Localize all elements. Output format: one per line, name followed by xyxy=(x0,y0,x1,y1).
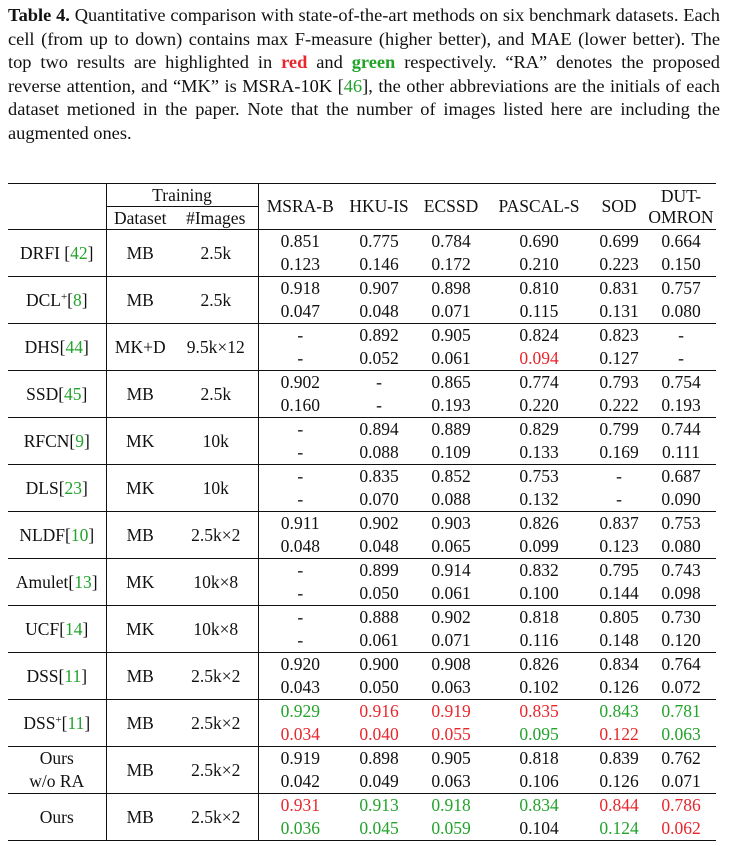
mae-cell: 0.048 xyxy=(359,301,399,321)
f-measure-cell: 0.905 xyxy=(416,324,486,348)
f-measure-cell: 0.775 xyxy=(342,230,416,254)
f-measure-cell: 0.902 xyxy=(258,371,342,395)
bracket: [ xyxy=(68,571,75,592)
f-measure-cell: 0.764 xyxy=(646,653,716,677)
f-measure-cell: 0.823 xyxy=(592,324,646,348)
mae-cell: 0.063 xyxy=(431,771,471,791)
citation-link[interactable]: 44 xyxy=(65,336,83,357)
bracket: [ xyxy=(59,336,66,357)
f-measure-cell: 0.781 xyxy=(646,700,716,724)
mae-cell: 0.090 xyxy=(661,489,701,509)
bracket: [ xyxy=(65,524,71,545)
table-row xyxy=(8,606,716,630)
bracket: [ xyxy=(67,289,73,310)
f-measure-cell: 0.918 xyxy=(416,794,486,818)
mae-cell: 0.122 xyxy=(599,724,639,744)
mae-cell: 0.111 xyxy=(661,442,701,462)
citation-link[interactable]: 11 xyxy=(67,712,85,733)
method-text: Ours xyxy=(39,748,74,768)
citation-link[interactable]: 14 xyxy=(65,618,83,639)
method-name xyxy=(8,747,106,794)
f-measure-cell: 0.852 xyxy=(416,465,486,489)
table-caption xyxy=(8,4,720,146)
table-row xyxy=(8,418,716,442)
f-measure-cell: 0.911 xyxy=(258,512,342,536)
f-measure-cell: 0.888 xyxy=(342,606,416,630)
header-col-pascal-s: PASCAL-S xyxy=(498,196,580,216)
table-row xyxy=(8,465,716,489)
mae-cell: 0.036 xyxy=(280,818,320,838)
mae-cell: 0.080 xyxy=(661,301,701,321)
mae-cell: 0.222 xyxy=(599,395,639,415)
training-images: 2.5k×2 xyxy=(174,653,258,700)
f-measure-cell: 0.690 xyxy=(486,230,592,254)
f-measure-cell: 0.762 xyxy=(646,747,716,771)
mae-cell: 0.050 xyxy=(359,677,399,697)
table-row xyxy=(8,653,716,677)
f-measure-cell: 0.889 xyxy=(416,418,486,442)
f-measure-cell: 0.835 xyxy=(486,700,592,724)
mae-cell: 0.104 xyxy=(519,818,559,838)
method-text: UCF xyxy=(25,618,60,639)
bracket: [ xyxy=(58,477,65,498)
method-name xyxy=(8,371,106,418)
training-dataset: MK xyxy=(106,418,174,465)
citation-link[interactable]: 42 xyxy=(70,242,88,263)
method-name xyxy=(8,606,106,653)
mae-cell: 0.094 xyxy=(519,348,559,368)
f-measure-cell: 0.929 xyxy=(258,700,342,724)
f-measure-cell: 0.687 xyxy=(646,465,716,489)
mae-cell: 0.102 xyxy=(519,677,559,697)
method-label xyxy=(8,477,106,500)
caption-label: Table 4. xyxy=(8,5,70,25)
f-measure-cell: 0.754 xyxy=(646,371,716,395)
f-measure-cell: 0.916 xyxy=(342,700,416,724)
f-measure-cell: 0.834 xyxy=(486,794,592,818)
bracket: ] xyxy=(83,336,89,357)
training-dataset: MB xyxy=(106,794,174,841)
mae-cell: - xyxy=(678,348,684,368)
table-row xyxy=(8,794,716,818)
f-measure-cell: 0.826 xyxy=(486,653,592,677)
f-measure-cell: 0.918 xyxy=(258,277,342,301)
f-measure-cell: 0.730 xyxy=(646,606,716,630)
f-measure-cell: 0.902 xyxy=(416,606,486,630)
bracket: [ xyxy=(61,712,68,733)
mae-cell: 0.210 xyxy=(519,254,559,274)
caption-text: and xyxy=(307,52,352,73)
method-label xyxy=(8,618,106,641)
f-measure-cell: 0.818 xyxy=(486,747,592,771)
mae-cell: 0.059 xyxy=(431,818,471,838)
f-measure-cell: 0.913 xyxy=(342,794,416,818)
mae-cell: 0.109 xyxy=(431,442,471,462)
training-images: 10k xyxy=(174,465,258,512)
mae-cell: - xyxy=(297,348,304,368)
method-label xyxy=(8,430,106,453)
mae-cell: 0.042 xyxy=(280,771,320,791)
f-measure-cell: 0.784 xyxy=(416,230,486,254)
bracket: ] xyxy=(88,524,95,545)
f-measure-cell: 0.892 xyxy=(342,324,416,348)
method-superscript: + xyxy=(55,713,62,726)
mae-cell: - xyxy=(297,630,304,650)
bracket: [ xyxy=(64,242,71,263)
method-label xyxy=(8,524,106,547)
training-images: 2.5k xyxy=(174,230,258,277)
f-measure-cell: - xyxy=(258,559,342,583)
f-measure-cell: 0.805 xyxy=(592,606,646,630)
f-measure-cell: - xyxy=(258,465,342,489)
mae-cell: - xyxy=(297,583,304,603)
mae-cell: 0.071 xyxy=(431,301,471,321)
bracket: ] xyxy=(81,665,88,686)
citation-link[interactable]: 23 xyxy=(64,477,83,498)
method-name xyxy=(8,700,106,747)
mae-cell: 0.048 xyxy=(359,536,399,556)
f-measure-cell: 0.795 xyxy=(592,559,646,583)
f-measure-cell: 0.774 xyxy=(486,371,592,395)
header-col-msra-b: MSRA-B xyxy=(266,196,334,216)
caption-green-word: green xyxy=(351,52,396,73)
method-name xyxy=(8,512,106,559)
method-label xyxy=(8,806,106,829)
mae-cell: 0.193 xyxy=(431,395,471,415)
header-row xyxy=(8,184,716,207)
table-row xyxy=(8,324,716,348)
f-measure-cell: - xyxy=(258,606,342,630)
f-measure-cell: 0.920 xyxy=(258,653,342,677)
method-text: DSS xyxy=(23,712,56,733)
results-body xyxy=(8,230,716,841)
f-measure-cell: 0.903 xyxy=(416,512,486,536)
mae-cell: 0.169 xyxy=(599,442,639,462)
header-dut-line2: OMRON xyxy=(648,206,714,227)
method-text: DCL xyxy=(25,289,61,310)
f-measure-cell: - xyxy=(646,324,716,348)
table-row xyxy=(8,747,716,771)
mae-cell: 0.072 xyxy=(661,677,701,697)
training-images: 2.5k×2 xyxy=(174,700,258,747)
mae-cell: 0.193 xyxy=(661,395,701,415)
caption-text: ], the other abbreviations are the initials of each dataset metioned in the paper. Note that the number of images listed here are including the augmented ones. xyxy=(8,75,720,143)
training-dataset: MB xyxy=(106,371,174,418)
training-dataset: MB xyxy=(106,277,174,324)
mae-cell: 0.049 xyxy=(359,771,399,791)
mae-cell: 0.160 xyxy=(280,395,320,415)
mae-cell: 0.123 xyxy=(280,254,320,274)
f-measure-cell: 0.835 xyxy=(342,465,416,489)
table-row xyxy=(8,230,716,254)
method-text: SSD xyxy=(26,383,59,404)
mae-cell: 0.100 xyxy=(519,583,559,603)
mae-cell: 0.124 xyxy=(599,818,639,838)
method-text: Amulet xyxy=(15,571,69,592)
method-text: DSS xyxy=(26,665,59,686)
header-col-dut-omron xyxy=(646,184,716,230)
f-measure-cell: 0.905 xyxy=(416,747,486,771)
f-measure-cell: 0.844 xyxy=(592,794,646,818)
method-name xyxy=(8,230,106,277)
caption-text: Quantitative comparison with state-of-the-art methods on six benchmark datasets. Each cell (from up to down) contains max F-measure (higher better), and MAE (lower better). The top two results are highlighted in xyxy=(8,5,720,73)
mae-cell: 0.047 xyxy=(280,301,320,321)
method-text: NLDF xyxy=(19,524,66,545)
method-label xyxy=(8,712,106,735)
f-measure-cell: 0.753 xyxy=(646,512,716,536)
training-dataset: MB xyxy=(106,512,174,559)
training-images: 9.5k×12 xyxy=(174,324,258,371)
header-dataset: Dataset xyxy=(114,207,167,228)
f-measure-cell: 0.898 xyxy=(342,747,416,771)
mae-cell: 0.123 xyxy=(599,536,639,556)
mae-cell: 0.043 xyxy=(280,677,320,697)
mae-cell: 0.063 xyxy=(661,724,701,744)
f-measure-cell: 0.834 xyxy=(592,653,646,677)
method-label xyxy=(8,747,106,770)
method-name xyxy=(8,794,106,841)
method-text: Ours xyxy=(39,806,74,827)
f-measure-cell: 0.919 xyxy=(416,700,486,724)
citation-link[interactable]: 11 xyxy=(64,665,82,686)
method-name xyxy=(8,465,106,512)
training-images: 10k×8 xyxy=(174,606,258,653)
method-label xyxy=(8,571,106,594)
table-row xyxy=(8,559,716,583)
mae-cell: - xyxy=(297,489,304,509)
bracket: ] xyxy=(84,712,91,733)
f-measure-cell: 0.818 xyxy=(486,606,592,630)
mae-cell: - xyxy=(376,395,382,415)
header-images: #Images xyxy=(174,207,258,230)
results-table xyxy=(8,183,716,841)
mae-cell: 0.050 xyxy=(359,583,399,603)
header-empty xyxy=(8,184,106,207)
f-measure-cell: 0.843 xyxy=(592,700,646,724)
table-row xyxy=(8,512,716,536)
training-dataset: MK+D xyxy=(106,324,174,371)
method-name xyxy=(8,653,106,700)
bracket: ] xyxy=(91,571,98,592)
f-measure-cell: 0.919 xyxy=(258,747,342,771)
f-measure-cell: 0.914 xyxy=(416,559,486,583)
f-measure-cell: 0.900 xyxy=(342,653,416,677)
f-measure-cell: 0.839 xyxy=(592,747,646,771)
method-label xyxy=(8,383,106,406)
method-name xyxy=(8,418,106,465)
mae-cell: 0.150 xyxy=(661,254,701,274)
f-measure-cell: 0.865 xyxy=(416,371,486,395)
f-measure-cell: 0.757 xyxy=(646,277,716,301)
mae-cell: 0.127 xyxy=(599,348,639,368)
f-measure-cell: 0.931 xyxy=(258,794,342,818)
training-images: 10k×8 xyxy=(174,559,258,606)
f-measure-cell: 0.664 xyxy=(646,230,716,254)
mae-cell: 0.080 xyxy=(661,536,701,556)
training-dataset: MK xyxy=(106,465,174,512)
bracket: [ xyxy=(69,430,76,451)
training-images: 2.5k xyxy=(174,277,258,324)
bracket: [ xyxy=(59,618,66,639)
mae-cell: 0.034 xyxy=(280,724,320,744)
mae-cell: 0.061 xyxy=(359,630,399,650)
training-dataset: MB xyxy=(106,700,174,747)
bracket: [ xyxy=(58,383,65,404)
method-name xyxy=(8,277,106,324)
header-training: Training xyxy=(106,184,258,207)
citation-link[interactable]: 13 xyxy=(74,571,92,592)
f-measure-cell: 0.753 xyxy=(486,465,592,489)
mae-cell: 0.116 xyxy=(519,630,559,650)
method-label-line2: w/o RA xyxy=(29,771,85,791)
method-name xyxy=(8,324,106,371)
mae-cell: 0.148 xyxy=(599,630,639,650)
table-row xyxy=(8,700,716,724)
mae-cell: 0.126 xyxy=(599,771,639,791)
bracket: [ xyxy=(58,665,65,686)
header-dut-line1: DUT- xyxy=(660,185,702,206)
method-label xyxy=(8,242,106,265)
f-measure-cell: 0.832 xyxy=(486,559,592,583)
mae-cell: 0.071 xyxy=(431,630,471,650)
mae-cell: 0.146 xyxy=(359,254,399,274)
bracket: ] xyxy=(82,477,88,498)
header-col-sod: SOD xyxy=(601,196,637,216)
mae-cell: 0.131 xyxy=(599,301,639,321)
table-row xyxy=(8,371,716,395)
f-measure-cell: 0.744 xyxy=(646,418,716,442)
bracket: ] xyxy=(83,430,90,451)
mae-cell: - xyxy=(616,489,622,509)
mae-cell: 0.106 xyxy=(519,771,559,791)
f-measure-cell: 0.826 xyxy=(486,512,592,536)
mae-cell: 0.098 xyxy=(661,583,701,603)
mae-cell: 0.223 xyxy=(599,254,639,274)
method-text: DLS xyxy=(25,477,59,498)
f-measure-cell: 0.898 xyxy=(416,277,486,301)
method-label xyxy=(8,665,106,688)
method-name xyxy=(8,559,106,606)
citation-link[interactable]: 45 xyxy=(64,383,82,404)
citation-link[interactable]: 10 xyxy=(70,524,89,545)
bracket: ] xyxy=(81,289,88,310)
header-col-hku-is: HKU-IS xyxy=(349,196,409,216)
f-measure-cell: 0.810 xyxy=(486,277,592,301)
bracket: ] xyxy=(81,383,88,404)
f-measure-cell: - xyxy=(258,418,342,442)
f-measure-cell: 0.837 xyxy=(592,512,646,536)
f-measure-cell: - xyxy=(258,324,342,348)
f-measure-cell: 0.851 xyxy=(258,230,342,254)
caption-text: respectively. “RA” denotes the proposed reverse attention, and “MK” is MSRA-10K [ xyxy=(8,52,721,96)
mae-cell: 0.144 xyxy=(599,583,639,603)
mae-cell: 0.120 xyxy=(661,630,701,650)
training-images: 10k xyxy=(174,418,258,465)
mae-cell: 0.070 xyxy=(359,489,399,509)
mae-cell: 0.045 xyxy=(359,818,399,838)
f-measure-cell: 0.829 xyxy=(486,418,592,442)
f-measure-cell: 0.908 xyxy=(416,653,486,677)
training-images: 2.5k×2 xyxy=(174,512,258,559)
citation-link[interactable]: 9 xyxy=(75,430,84,451)
training-dataset: MK xyxy=(106,559,174,606)
training-images: 2.5k×2 xyxy=(174,794,258,841)
f-measure-cell: 0.902 xyxy=(342,512,416,536)
header-empty xyxy=(8,207,106,230)
mae-cell: 0.062 xyxy=(661,818,701,838)
training-dataset: MK xyxy=(106,606,174,653)
citation-link[interactable]: 8 xyxy=(72,289,82,310)
f-measure-cell: - xyxy=(342,371,416,395)
f-measure-cell: 0.824 xyxy=(486,324,592,348)
mae-cell: 0.052 xyxy=(359,348,399,368)
method-text: RFCN xyxy=(23,430,70,451)
bracket: ] xyxy=(87,242,94,263)
mae-cell: 0.088 xyxy=(359,442,399,462)
f-measure-cell: 0.907 xyxy=(342,277,416,301)
f-measure-cell: 0.799 xyxy=(592,418,646,442)
header-col-ecssd: ECSSD xyxy=(423,196,479,216)
method-text: DRFI xyxy=(20,242,65,263)
mae-cell: 0.061 xyxy=(431,583,471,603)
mae-cell: 0.071 xyxy=(661,771,701,791)
mae-cell: 0.172 xyxy=(431,254,471,274)
mae-cell: 0.099 xyxy=(519,536,559,556)
method-label xyxy=(8,336,106,359)
method-label xyxy=(8,289,106,312)
mae-cell: 0.220 xyxy=(519,395,559,415)
mae-cell: 0.048 xyxy=(280,536,320,556)
mae-cell: 0.115 xyxy=(519,301,559,321)
f-measure-cell: 0.743 xyxy=(646,559,716,583)
mae-cell: 0.126 xyxy=(599,677,639,697)
f-measure-cell: 0.894 xyxy=(342,418,416,442)
training-dataset: MB xyxy=(106,230,174,277)
citation-link[interactable]: 46 xyxy=(343,75,363,96)
f-measure-cell: 0.786 xyxy=(646,794,716,818)
f-measure-cell: 0.699 xyxy=(592,230,646,254)
method-text: DHS xyxy=(24,336,60,357)
mae-cell: 0.063 xyxy=(431,677,471,697)
training-images: 2.5k×2 xyxy=(174,747,258,794)
f-measure-cell: 0.831 xyxy=(592,277,646,301)
caption-red-word: red xyxy=(281,52,308,73)
training-dataset: MB xyxy=(106,747,174,794)
mae-cell: 0.132 xyxy=(519,489,559,509)
f-measure-cell: 0.899 xyxy=(342,559,416,583)
mae-cell: 0.061 xyxy=(431,348,471,368)
mae-cell: 0.133 xyxy=(519,442,559,462)
training-dataset: MB xyxy=(106,653,174,700)
f-measure-cell: - xyxy=(592,465,646,489)
training-images: 2.5k xyxy=(174,371,258,418)
mae-cell: - xyxy=(297,442,304,462)
mae-cell: 0.055 xyxy=(431,724,471,744)
mae-cell: 0.095 xyxy=(519,724,559,744)
method-superscript: + xyxy=(60,290,68,303)
mae-cell: 0.065 xyxy=(431,536,471,556)
f-measure-cell: 0.793 xyxy=(592,371,646,395)
bracket: ] xyxy=(82,618,89,639)
mae-cell: 0.088 xyxy=(431,489,471,509)
table-row xyxy=(8,277,716,301)
mae-cell: 0.040 xyxy=(359,724,399,744)
